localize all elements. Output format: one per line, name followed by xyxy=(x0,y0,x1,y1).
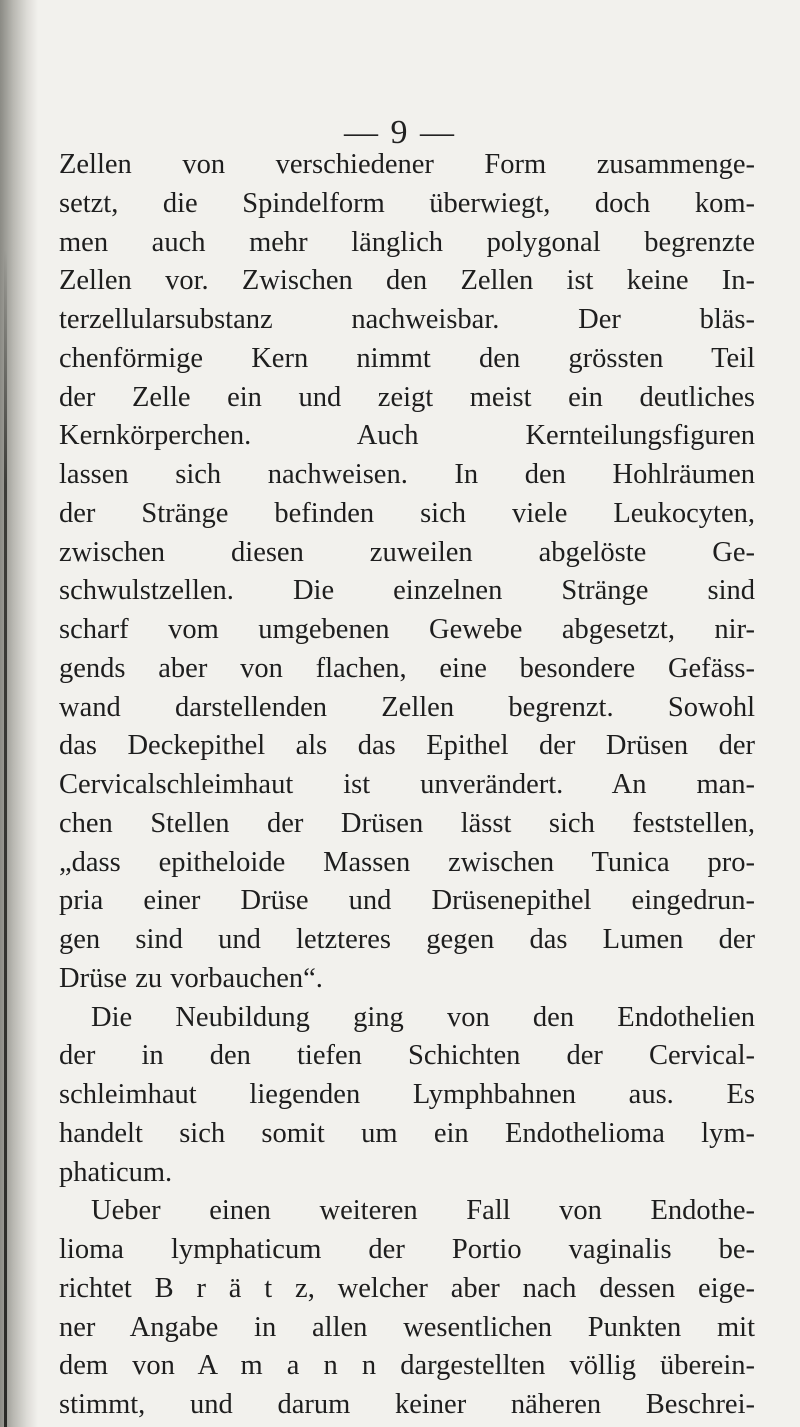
text-line: scharf vom umgebenen Gewebe abgesetzt, nir- xyxy=(59,614,755,645)
text-line: Zellen vor. Zwischen den Zellen ist keine In- xyxy=(59,265,755,297)
text-line: setzt, die Spindelform überwiegt, doch kom- xyxy=(59,187,755,219)
text-line: der Zelle ein und zeigt meist ein deutliches xyxy=(59,381,755,413)
text-line: ner Angabe in allen wesentlichen Punkten mit xyxy=(59,1311,755,1343)
text-line: lioma lymphaticum der Portio vaginalis be- xyxy=(59,1234,755,1265)
text-line: zwischen diesen zuweilen abgelöste Ge- xyxy=(59,536,755,568)
text-line: Die Neubildung ging von den Endothelien xyxy=(91,1001,755,1033)
text-line: terzellularsubstanz nachweisbar. Der bläs- xyxy=(59,304,755,335)
text-line: chenförmige Kern nimmt den grössten Teil xyxy=(59,342,755,374)
text-line: Drüse zu vorbauchen“. xyxy=(59,962,323,994)
text-line: schleimhaut liegenden Lymphbahnen aus. Es xyxy=(59,1079,755,1110)
text-line: men auch mehr länglich polygonal begrenzte xyxy=(59,226,755,258)
text-line: das Deckepithel als das Epithel der Drüsen der xyxy=(59,730,755,762)
page-number: — 9 — xyxy=(344,114,456,151)
text-line: schwulstzellen. Die einzelnen Stränge sind xyxy=(59,575,755,607)
text-line: pria einer Drüse und Drüsenepithel eingedrun- xyxy=(59,885,755,917)
text-line: lassen sich nachweisen. In den Hohlräumen xyxy=(59,459,755,490)
text-line: Kernkörperchen. Auch Kernteilungsfiguren xyxy=(59,420,755,452)
text-line: dem von A m a n n dargestellten völlig überein- xyxy=(59,1350,755,1382)
binding-edge xyxy=(4,250,7,1427)
text-line: richtet B r ä t z, welcher aber nach dessen eige- xyxy=(59,1272,755,1304)
text-line: chen Stellen der Drüsen lässt sich feststellen, xyxy=(59,807,755,839)
text-line: der Stränge befinden sich viele Leukocyten, xyxy=(59,497,755,529)
text-line: „dass epitheloide Massen zwischen Tunica pro- xyxy=(59,846,755,878)
text-line: handelt sich somit um ein Endothelioma lym- xyxy=(59,1117,755,1149)
text-line: gen sind und letzteres gegen das Lumen der xyxy=(59,924,755,955)
text-line: gends aber von flachen, eine besondere Gefäss- xyxy=(59,652,755,684)
text-line: der in den tiefen Schichten der Cervical- xyxy=(59,1040,755,1072)
text-line: stimmt, und darum keiner näheren Beschrei- xyxy=(59,1389,755,1420)
text-line: phaticum. xyxy=(59,1156,173,1188)
text-line: Ueber einen weiteren Fall von Endothe- xyxy=(91,1195,755,1227)
text-line: Zellen von verschiedener Form zusammenge- xyxy=(59,149,755,180)
body-text xyxy=(59,146,755,1425)
text-line: Cervicalschleimhaut ist unverändert. An man- xyxy=(59,769,755,800)
text-line: wand darstellenden Zellen begrenzt. Sowohl xyxy=(59,691,755,723)
